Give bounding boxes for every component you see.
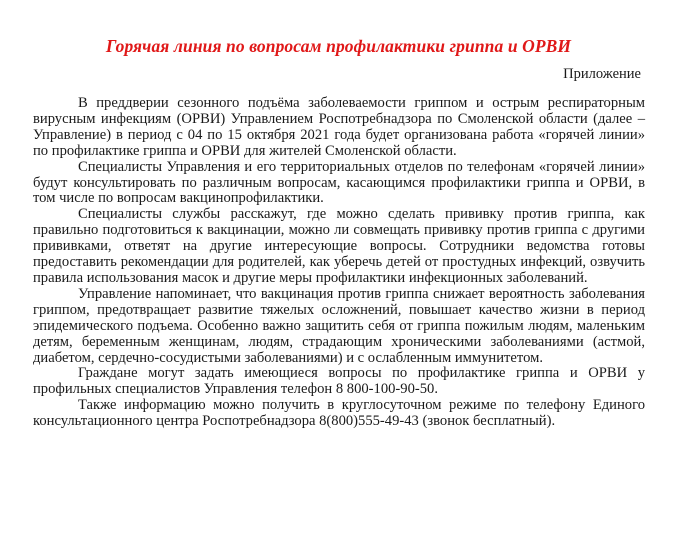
paragraph-specialists: Специалисты службы расскажут, где можно сделать прививку против гриппа, как правильно подготовиться к вакцинации, можно ли совмещать прививку против гриппа с другими прививками, ответят на другие интересующие вопросы. Сотрудники ведомства готовы предоставить рекомендации для родителей, как уберечь детей от простудных инфекций, озвучить правила использования масок и другие меры профилактики инфекционных заболеваний. <box>33 206 645 286</box>
paragraph-consultation: Специалисты Управления и его территориальных отделов по телефонам «горячей линии» будут консультировать по различным вопросам, касающимся профилактики гриппа и ОРВИ, в том числе по вопросам вакцинопрофилактики. <box>33 158 645 207</box>
document-title: Горячая линия по вопросам профилактики гриппа и ОРВИ <box>105 36 572 56</box>
paragraph-vaccination: Управление напоминает, что вакцинация против гриппа снижает вероятность заболевания гриппом, предотвращает развитие тяжелых осложнений, повышает качество жизни в период эпидемического подъема. Особенно важно защитить себя от гриппа пожилым людям, маленьким детям, беременным женщинам, людям, страдающим хроническими заболеваниями (астмой, диабетом, сердечно-сосудистыми заболеваниями) и с ослабленным иммунитетом. <box>33 285 645 366</box>
appendix-label: Приложение <box>563 66 641 82</box>
paragraph-hotline-phone: Граждане могут задать имеющиеся вопросы по профилактике гриппа и ОРВИ у профильных специалистов Управления телефон 8 800-100-90-50. <box>33 365 645 398</box>
paragraph-announcement: В преддверии сезонного подъёма заболеваемости гриппом и острым респираторным вирусным инфекциям (ОРВИ) Управлением Роспотребнадзора по Смоленской области (далее – Управление) в период с 04 по 15 октября 2021 года будет организована работа «горячей линии» по профилактике гриппа и ОРВИ для жителей Смоленской области. <box>33 95 645 159</box>
document-body <box>33 96 645 430</box>
paragraph-center-phone: Также информацию можно получить в круглосуточном режиме по телефону Единого консультационного центра Роспотребнадзора 8(800)555-49-43 (звонок бесплатный). <box>33 397 645 430</box>
